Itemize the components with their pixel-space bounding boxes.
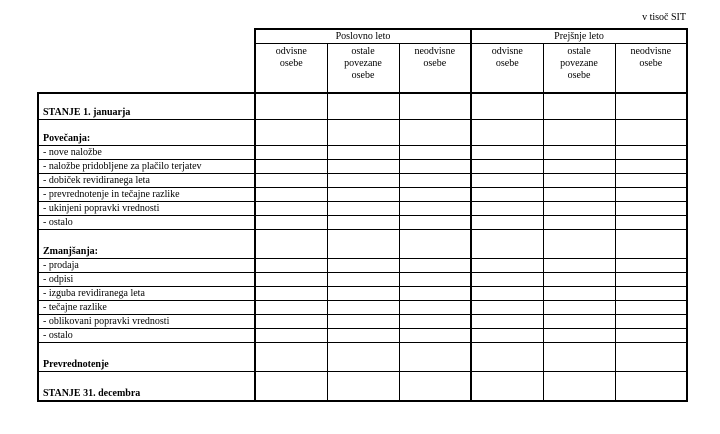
table-row — [38, 287, 687, 301]
row-label: - ukinjeni popravki vrednosti — [38, 202, 255, 216]
section-label: Povečanja: — [38, 120, 255, 146]
table-row — [38, 273, 687, 287]
section-label: Zmanjšanja: — [38, 230, 255, 259]
column-header-other-related: ostale povezane osebe — [543, 44, 615, 94]
table-row — [38, 329, 687, 343]
table-row — [38, 146, 687, 160]
row-label: - prevrednotenje in tečajne razlike — [38, 188, 255, 202]
table-row — [38, 315, 687, 329]
table-row — [38, 174, 687, 188]
table-row — [38, 259, 687, 273]
row-label: - nove naložbe — [38, 146, 255, 160]
table-row — [38, 301, 687, 315]
group-header-current-year: Poslovno leto — [255, 29, 471, 44]
column-header-other-related: ostale povezane osebe — [327, 44, 399, 94]
row-label: Prevrednotenje — [38, 343, 255, 372]
row-opening-balance — [38, 93, 687, 120]
row-label: STANJE 1. januarja — [38, 93, 255, 120]
row-label: - prodaja — [38, 259, 255, 273]
row-label: - tečajne razlike — [38, 301, 255, 315]
table-row — [38, 202, 687, 216]
table-row — [38, 188, 687, 202]
row-closing-balance — [38, 372, 687, 402]
row-label: - ostalo — [38, 329, 255, 343]
unit-label: v tisoč SIT — [642, 12, 686, 23]
column-header-independent: neodvisne osebe — [399, 44, 471, 94]
row-label: - naložbe pridobljene za plačilo terjatev — [38, 160, 255, 174]
row-label: - oblikovani popravki vrednosti — [38, 315, 255, 329]
row-revaluation — [38, 343, 687, 372]
row-label: STANJE 31. decembra — [38, 372, 255, 402]
table-row — [38, 216, 687, 230]
column-header-subsidiaries: odvisne osebe — [471, 44, 543, 94]
row-increases-heading — [38, 120, 687, 146]
row-label: - ostalo — [38, 216, 255, 230]
column-header-independent: neodvisne osebe — [615, 44, 687, 94]
column-header-subsidiaries: odvisne osebe — [255, 44, 327, 94]
group-header-previous-year: Prejšnje leto — [471, 29, 687, 44]
table-row — [38, 160, 687, 174]
row-label: - izguba revidiranega leta — [38, 287, 255, 301]
row-label: - dobiček revidiranega leta — [38, 174, 255, 188]
row-decreases-heading — [38, 230, 687, 259]
row-label: - odpisi — [38, 273, 255, 287]
investments-table — [37, 28, 688, 402]
